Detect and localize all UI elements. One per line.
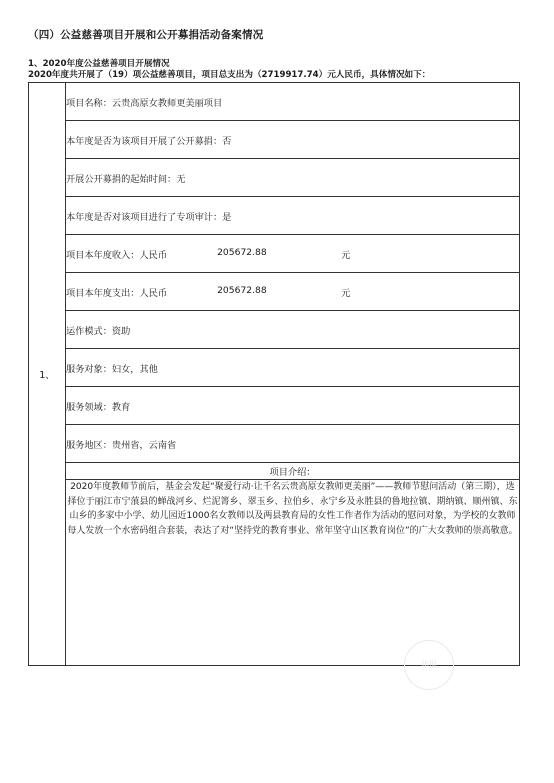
public-fundraising: 本年度是否为该项目开展了公开募捐：否: [66, 121, 520, 159]
operation-mode: 运作模式：资助: [66, 311, 520, 349]
section-title: （四）公益慈善项目开展和公开募捐活动备案情况: [28, 29, 264, 41]
project-name: 项目名称：云贵高原女教师更美丽项目: [66, 83, 520, 121]
intro-heading: 项目介绍：: [66, 463, 520, 480]
audit-status: 本年度是否对该项目进行了专项审计：是: [66, 197, 520, 235]
expense-label: 项目本年度支出：人民币: [66, 287, 168, 299]
subsection-title: 1、2020年度公益慈善项目开展情况: [28, 59, 170, 69]
service-area: 服务地区：贵州省，云南省: [66, 425, 520, 463]
income-label: 项目本年度收入：人民币: [66, 249, 168, 261]
expense-amount: 205672.88: [217, 284, 267, 296]
project-index: 1、: [29, 83, 66, 666]
summary-line: 2020年度共开展了（19）项公益慈善项目，项目总支出为（2719917.74）元人民币，具体情况如下：: [28, 70, 431, 80]
intro-text: 2020年度教师节前后，基金会发起“聚爱行动·让千名云贵高原女教师更美丽”——教师节慰问活动（第三期），选择位于丽江市宁蒗县的蝉战河乡、烂泥箐乡、翠玉乡、拉伯乡、永宁乡及永胜县的鲁地拉镇、期纳镇、顺州镇、东山乡的多家中小学、幼儿园近1000名女教师以及两县教育局的女性工作者作为活动的慰问对象，为学校的女教师每人发放一个水密码组合套装，表达了对“坚持党的教育事业、常年坚守山区教育岗位”的广大女教师的崇高敬意。: [66, 480, 520, 666]
project-table: [28, 82, 520, 666]
service-field: 服务领域：教育: [66, 387, 520, 425]
service-target: 服务对象：妇女，其他: [66, 349, 520, 387]
income-row: [66, 235, 520, 273]
watermark-stamp: 年报: [404, 640, 454, 690]
expense-row: [66, 273, 520, 311]
income-unit: 元: [341, 249, 351, 261]
income-amount: 205672.88: [217, 246, 267, 258]
fundraising-start: 开展公开募捐的起始时间：无: [66, 159, 520, 197]
expense-unit: 元: [341, 287, 351, 299]
